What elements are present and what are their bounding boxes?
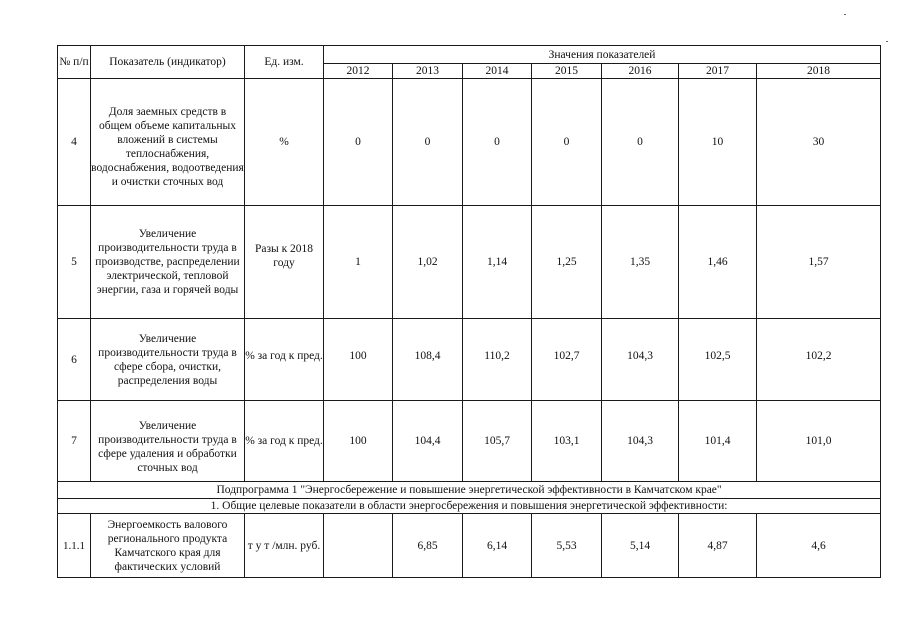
- header-year: 2017: [679, 64, 757, 79]
- section-title: 1. Общие целевые показатели в области энергосбережения и повышения энергетической эффективности:: [58, 499, 881, 514]
- row-unit: т у т /млн. руб.: [245, 514, 324, 578]
- table-row: [58, 79, 881, 206]
- row-number: 5: [58, 206, 91, 319]
- row-value: 1,57: [757, 206, 881, 319]
- row-indicator: Увеличение производительности труда в сфере удаления и обработки сточных вод: [91, 401, 245, 482]
- row-indicator: Увеличение производительности труда в сфере сбора, очистки, распределения воды: [91, 319, 245, 401]
- header-values-title: Значения показателей: [324, 46, 881, 64]
- row-indicator: Энергоемкость валового регионального продукта Камчатского края для фактических условий: [91, 514, 245, 578]
- row-value: [324, 514, 393, 578]
- row-value: 10: [679, 79, 757, 206]
- row-value: 101,0: [757, 401, 881, 482]
- header-year: 2018: [757, 64, 881, 79]
- row-value: 1,14: [463, 206, 532, 319]
- row-value: 5,14: [602, 514, 679, 578]
- table-row: [58, 401, 881, 482]
- header-num: № п/п: [58, 46, 91, 79]
- row-value: 5,53: [532, 514, 602, 578]
- row-value: 104,3: [602, 319, 679, 401]
- row-value: 100: [324, 401, 393, 482]
- table-row: [58, 514, 881, 578]
- row-unit: Разы к 2018 году: [245, 206, 324, 319]
- row-value: 105,7: [463, 401, 532, 482]
- row-value: 1: [324, 206, 393, 319]
- header-year: 2013: [393, 64, 463, 79]
- indicators-table: [57, 45, 881, 578]
- row-value: 104,3: [602, 401, 679, 482]
- row-number: 7: [58, 401, 91, 482]
- header-year: 2016: [602, 64, 679, 79]
- header-year: 2014: [463, 64, 532, 79]
- row-value: 110,2: [463, 319, 532, 401]
- row-value: 1,02: [393, 206, 463, 319]
- table-row: [58, 319, 881, 401]
- row-value: 1,35: [602, 206, 679, 319]
- row-value: 0: [463, 79, 532, 206]
- row-value: 0: [393, 79, 463, 206]
- row-value: 104,4: [393, 401, 463, 482]
- row-unit: %: [245, 79, 324, 206]
- row-indicator: Увеличение производительности труда в производстве, распределении электрической, тепловой энергии, газа и горячей воды: [91, 206, 245, 319]
- header-year: 2012: [324, 64, 393, 79]
- row-unit: % за год к пред.: [245, 319, 324, 401]
- scan-speck: [844, 14, 846, 15]
- row-value: 102,7: [532, 319, 602, 401]
- row-unit: % за год к пред.: [245, 401, 324, 482]
- header-year: 2015: [532, 64, 602, 79]
- row-value: 108,4: [393, 319, 463, 401]
- row-indicator: Доля заемных средств в общем объеме капитальных вложений в системы теплоснабжения, водоснабжения, водоотведения и очистки сточных вод: [91, 79, 245, 206]
- row-value: 0: [532, 79, 602, 206]
- row-value: 1,46: [679, 206, 757, 319]
- row-value: 4,87: [679, 514, 757, 578]
- row-value: 101,4: [679, 401, 757, 482]
- subprogram-title: Подпрограмма 1 "Энергосбережение и повышение энергетической эффективности в Камчатском крае": [58, 482, 881, 499]
- row-value: 30: [757, 79, 881, 206]
- row-number: 4: [58, 79, 91, 206]
- row-number: 1.1.1: [58, 514, 91, 578]
- row-value: 1,25: [532, 206, 602, 319]
- row-value: 4,6: [757, 514, 881, 578]
- row-value: 6,85: [393, 514, 463, 578]
- header-indicator: Показатель (индикатор): [91, 46, 245, 79]
- header-unit: Ед. изм.: [245, 46, 324, 79]
- row-value: 6,14: [463, 514, 532, 578]
- row-value: 0: [324, 79, 393, 206]
- scan-speck: [886, 41, 888, 42]
- table-row: [58, 206, 881, 319]
- row-number: 6: [58, 319, 91, 401]
- row-value: 103,1: [532, 401, 602, 482]
- row-value: 102,2: [757, 319, 881, 401]
- row-value: 0: [602, 79, 679, 206]
- row-value: 100: [324, 319, 393, 401]
- row-value: 102,5: [679, 319, 757, 401]
